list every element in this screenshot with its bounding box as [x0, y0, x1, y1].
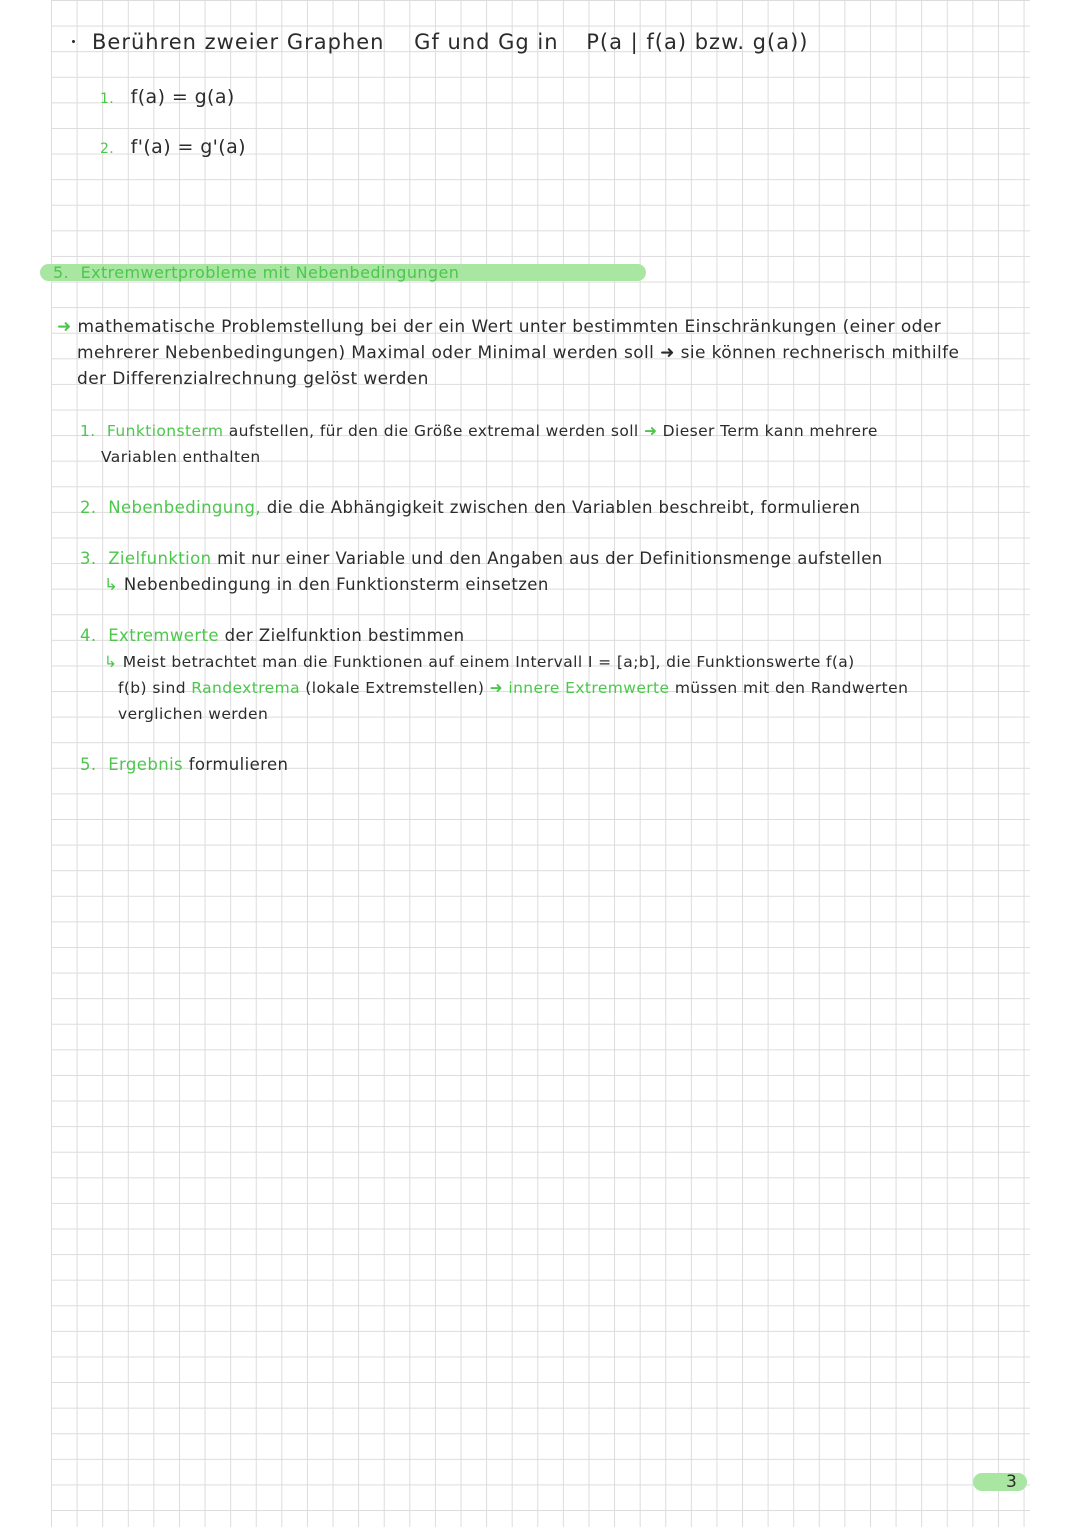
page-margin-right	[1030, 0, 1080, 1527]
step-1	[80, 420, 878, 442]
step-4-sub-text-a: Meist betrachtet man die Funktionen auf einem Intervall I = [a;b], die Funktionswerte f(a)	[122, 653, 855, 671]
step-3-text: mit nur einer Variable und den Angaben aus der Definitionsmenge aufstellen	[217, 549, 883, 568]
intro-text-2b: sie können rechnerisch mithilfe	[680, 343, 960, 363]
step-4-text: der Zielfunktion bestimmen	[224, 626, 465, 645]
page-margin-left	[0, 0, 51, 1527]
step-1-number: 1.	[80, 422, 96, 440]
intro-text-1: mathematische Problemstellung bei der ein Wert unter bestimmten Einschränkungen (einer oder	[77, 317, 942, 337]
step-4-randextrema: Randextrema	[191, 679, 300, 697]
touch-rule-point: P(a | f(a) bzw. g(a))	[586, 30, 809, 54]
step-3	[80, 548, 883, 570]
step-3-sub-text: Nebenbedingung in den Funktionsterm einsetzen	[123, 575, 549, 594]
step-5-number: 5.	[80, 755, 97, 774]
page-number-badge	[973, 1473, 1027, 1491]
intro-text-2a: mehrerer Nebenbedingungen) Maximal oder Minimal werden soll	[77, 343, 655, 363]
step-2-number: 2.	[80, 498, 97, 517]
step-1-keyword: Funktionsterm	[106, 422, 224, 440]
bullet-dot	[72, 40, 75, 43]
step-1-line-2-text: Variablen enthalten	[101, 448, 261, 466]
intro-line-1	[57, 316, 941, 338]
touch-rule-title: Berühren zweier Graphen	[92, 30, 385, 54]
intro-line-2	[77, 342, 959, 364]
condition-1-number: 1.	[100, 91, 115, 107]
step-4-sub-2-b: (lokale Extremstellen)	[305, 679, 485, 697]
sub-arrow-icon: ↳	[104, 575, 119, 594]
arrow-right-icon: ➜	[660, 343, 675, 363]
step-1-line-2	[101, 446, 261, 468]
arrow-right-icon: ➜	[57, 317, 72, 337]
step-4-sub-2-a: f(b) sind	[118, 679, 186, 697]
touch-rule-graphs: Gf und Gg in	[414, 30, 559, 54]
step-4-sub-2	[118, 677, 908, 699]
step-4-sub-3-text: verglichen werden	[118, 705, 269, 723]
step-2	[80, 497, 860, 519]
step-5-keyword: Ergebnis	[108, 755, 184, 774]
step-4-sub-3	[118, 703, 268, 725]
condition-2	[100, 136, 246, 160]
step-4-innere-extremwerte: innere Extremwerte	[508, 679, 670, 697]
section-heading	[53, 262, 459, 284]
intro-line-3	[77, 368, 429, 390]
step-4-keyword: Extremwerte	[108, 626, 219, 645]
step-1-text: aufstellen, für den die Größe extremal werden soll	[228, 422, 639, 440]
section-number: 5.	[53, 263, 70, 282]
step-4	[80, 625, 464, 647]
condition-2-number: 2.	[100, 141, 115, 157]
condition-1-text: f(a) = g(a)	[130, 86, 235, 108]
step-2-keyword: Nebenbedingung,	[108, 498, 262, 517]
step-5-text: formulieren	[188, 755, 289, 774]
step-4-sub-1	[104, 651, 855, 673]
step-3-number: 3.	[80, 549, 97, 568]
arrow-right-icon: ➜	[643, 422, 658, 440]
step-4-number: 4.	[80, 626, 97, 645]
step-3-sub	[104, 574, 549, 596]
step-3-keyword: Zielfunktion	[108, 549, 212, 568]
sub-arrow-icon: ↳	[104, 653, 118, 671]
condition-1	[100, 86, 235, 110]
step-1-text-b: Dieser Term kann mehrere	[662, 422, 878, 440]
touch-rule-heading	[92, 31, 808, 53]
section-title: Extremwertprobleme mit Nebenbedingungen	[80, 263, 460, 282]
arrow-right-icon: ➜	[489, 679, 504, 697]
intro-text-3: der Differenzialrechnung gelöst werden	[77, 369, 429, 389]
step-4-sub-2-c: müssen mit den Randwerten	[674, 679, 909, 697]
condition-2-text: f'(a) = g'(a)	[130, 136, 246, 158]
step-2-text: die die Abhängigkeit zwischen den Variablen beschreibt, formulieren	[266, 498, 861, 517]
page-number: 3	[1006, 1472, 1017, 1492]
step-5	[80, 754, 288, 776]
